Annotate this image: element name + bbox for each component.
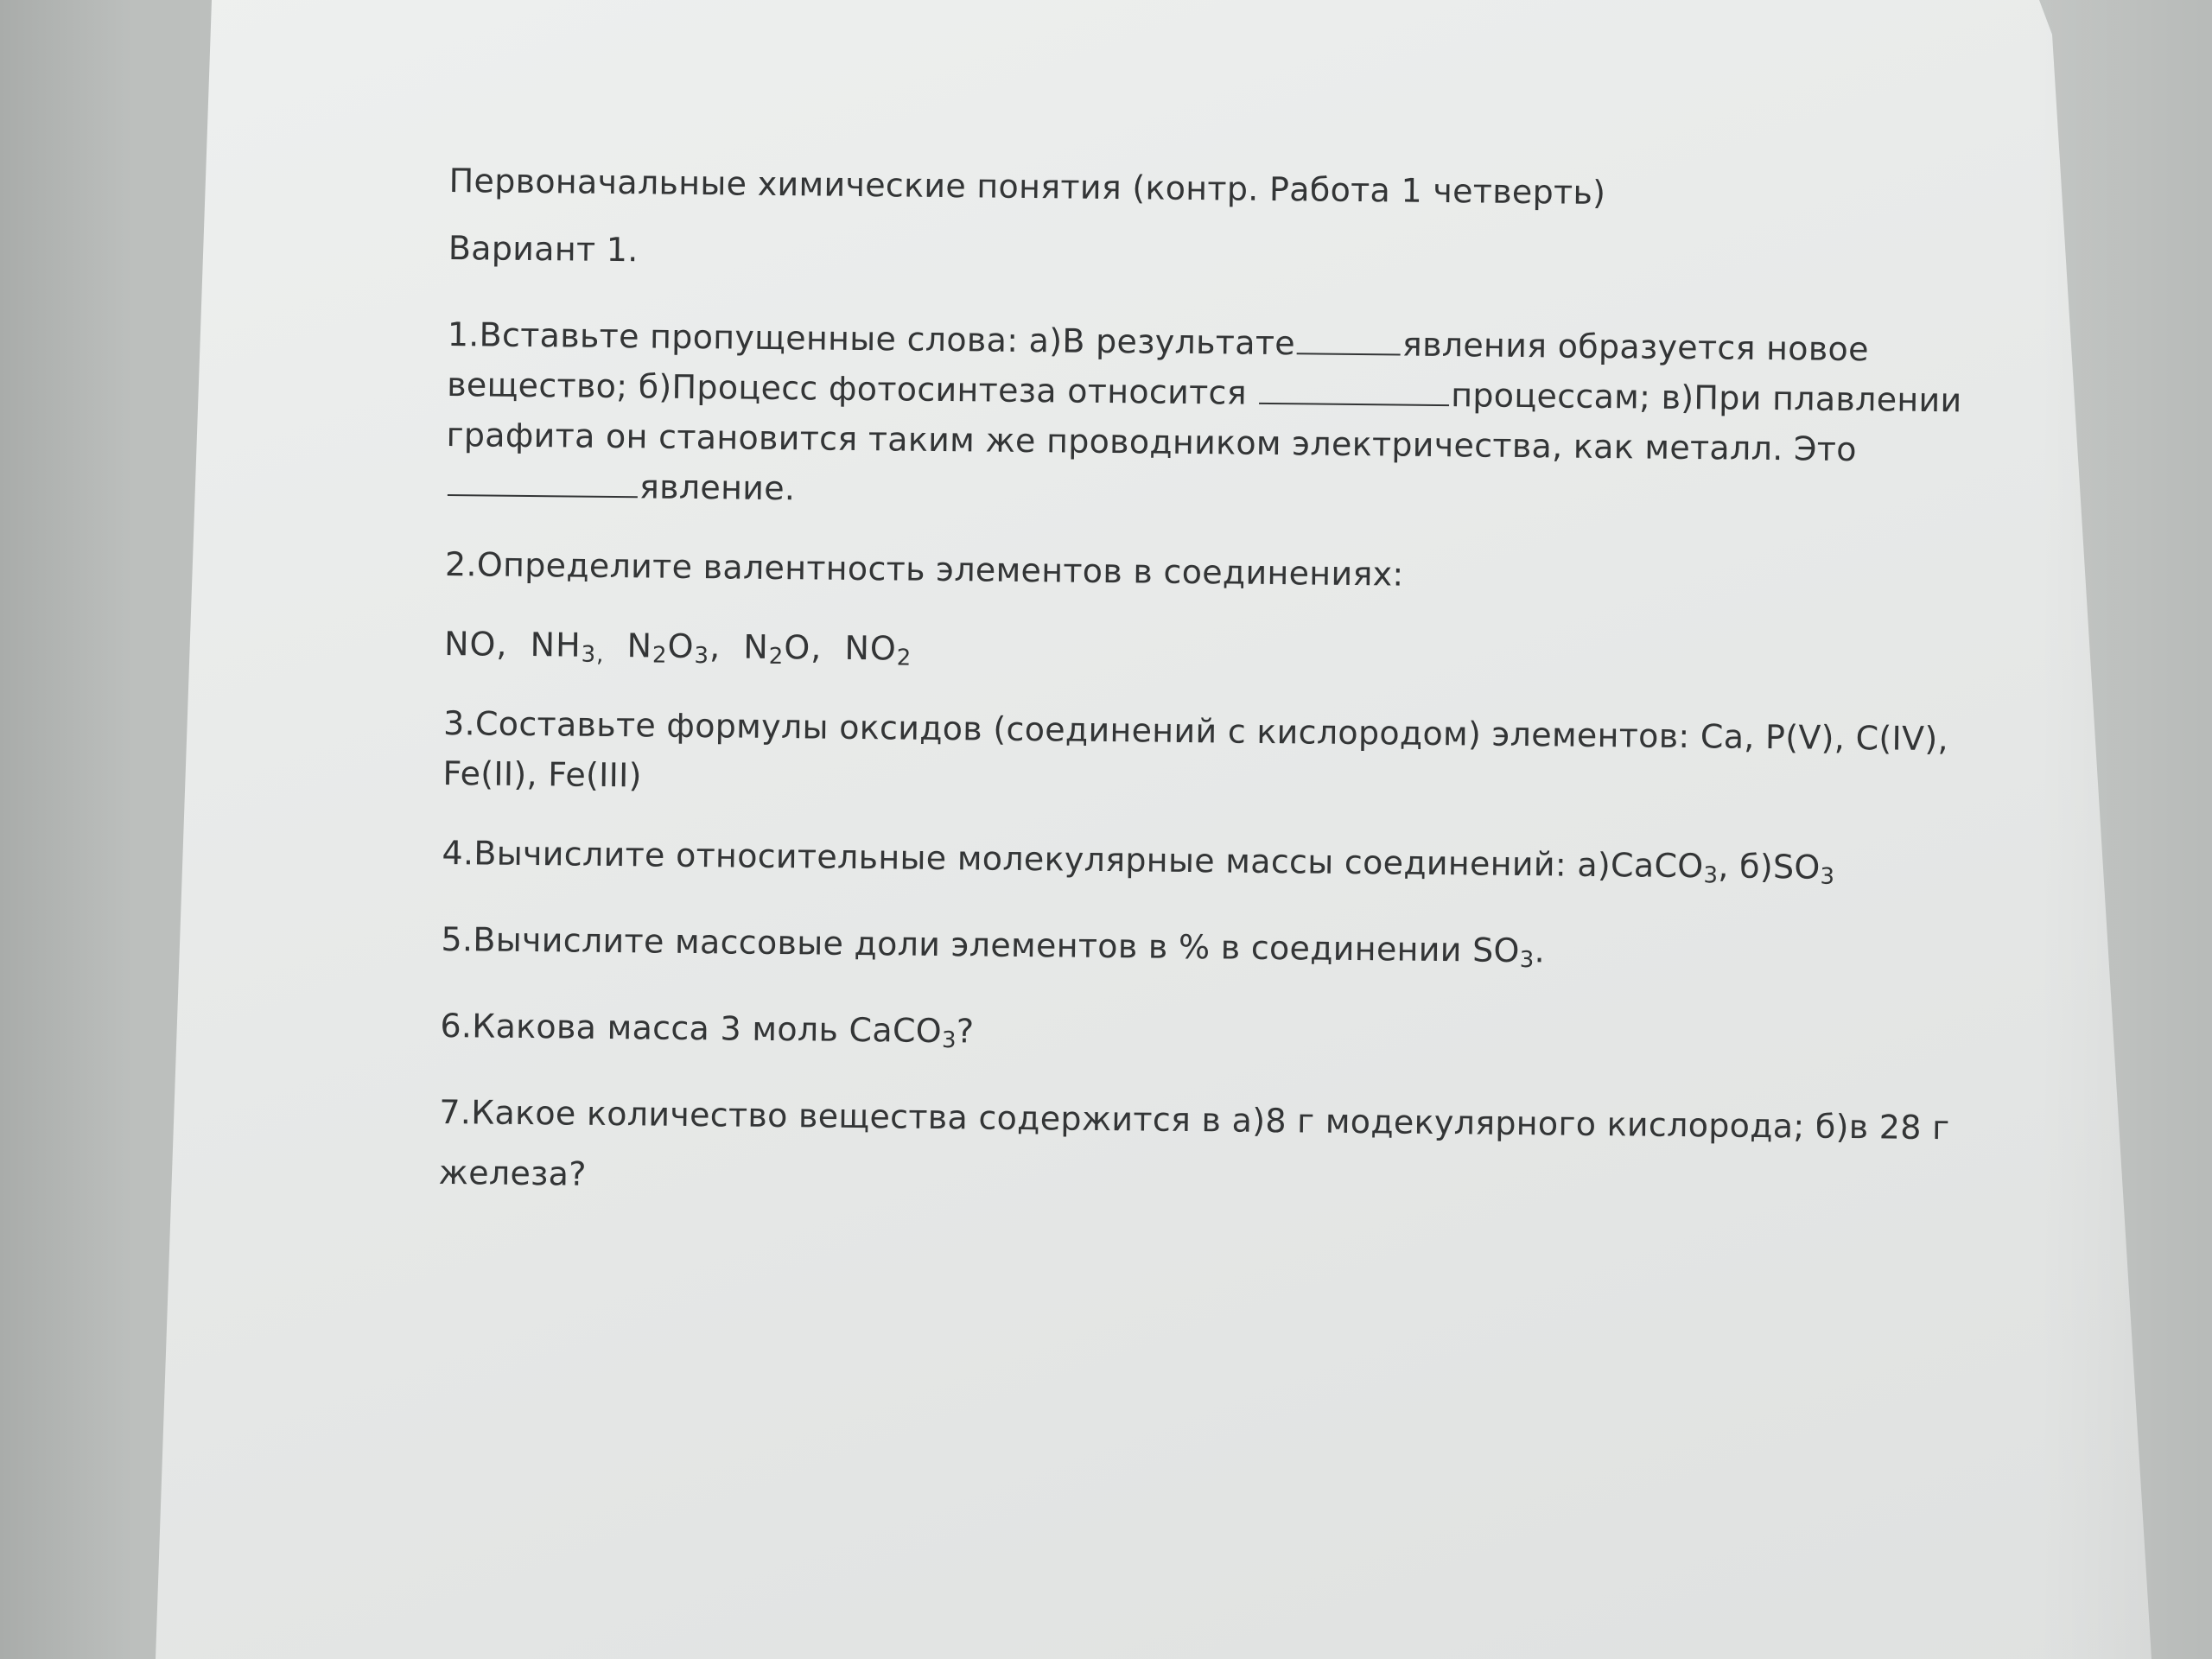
shadow <box>2039 0 2212 1659</box>
question-3-line-2: Fe(II), Fe(III) <box>442 753 643 795</box>
question-3-line-1: 3.Составьте формулы оксидов (соединений с кислородом) элементов: Ca, P(V), C(IV), <box>442 703 1949 759</box>
question-1-line-3: графита он становится таким же проводником электричества, как металл. Это <box>446 415 1858 469</box>
question-2-formulas <box>444 619 1966 684</box>
question-2: 2.Определите валентность элементов в соединениях: <box>444 544 1404 594</box>
q1-text-a: 1.Вставьте пропущенные слова: а)В результате <box>447 315 1296 363</box>
variant-label: Вариант 1. <box>448 228 639 270</box>
question-4: 4.Вычислите относительные молекулярные массы соединений: а)CaCO$_3$, $б)SO_3$ <box>442 833 1835 890</box>
question-7-line-1: 7.Какое количество вещества содержится в а)8 г модекулярного кислорода; б)в 28 г <box>439 1092 1950 1147</box>
blank-3 <box>448 468 638 498</box>
q1-text-c: вещество; б)Процесс фотосинтеза относится <box>446 365 1258 412</box>
formula-n2o: $N_2O$, <box>743 627 823 671</box>
formula-no: NO, <box>443 624 508 664</box>
formula-nh3: $NH_{3,}$ <box>530 626 605 668</box>
blank-2 <box>1259 377 1449 406</box>
q1-text-d: процессам; в)При плавлении <box>1451 376 1962 420</box>
blank-1 <box>1297 327 1401 355</box>
formula-n2o3: $N_2O_3$, <box>626 626 721 670</box>
question-7-line-2: железа? <box>438 1153 587 1193</box>
q1-text-b: явления образуется новое <box>1402 325 1870 369</box>
question-5: 5.Вычислите массовые доли элементов в % в соединении $SO_3$. <box>441 919 1546 974</box>
question-6: 6.Какова масса 3 моль CaCO$_3$? <box>440 1006 975 1054</box>
document-body <box>438 156 1970 1213</box>
q1-text-e: явление. <box>639 467 796 508</box>
document-title: Первоначальные химические понятия (контр. Работа 1 четверть) <box>448 161 1606 213</box>
formula-no2: $NO_2$ <box>844 628 912 671</box>
